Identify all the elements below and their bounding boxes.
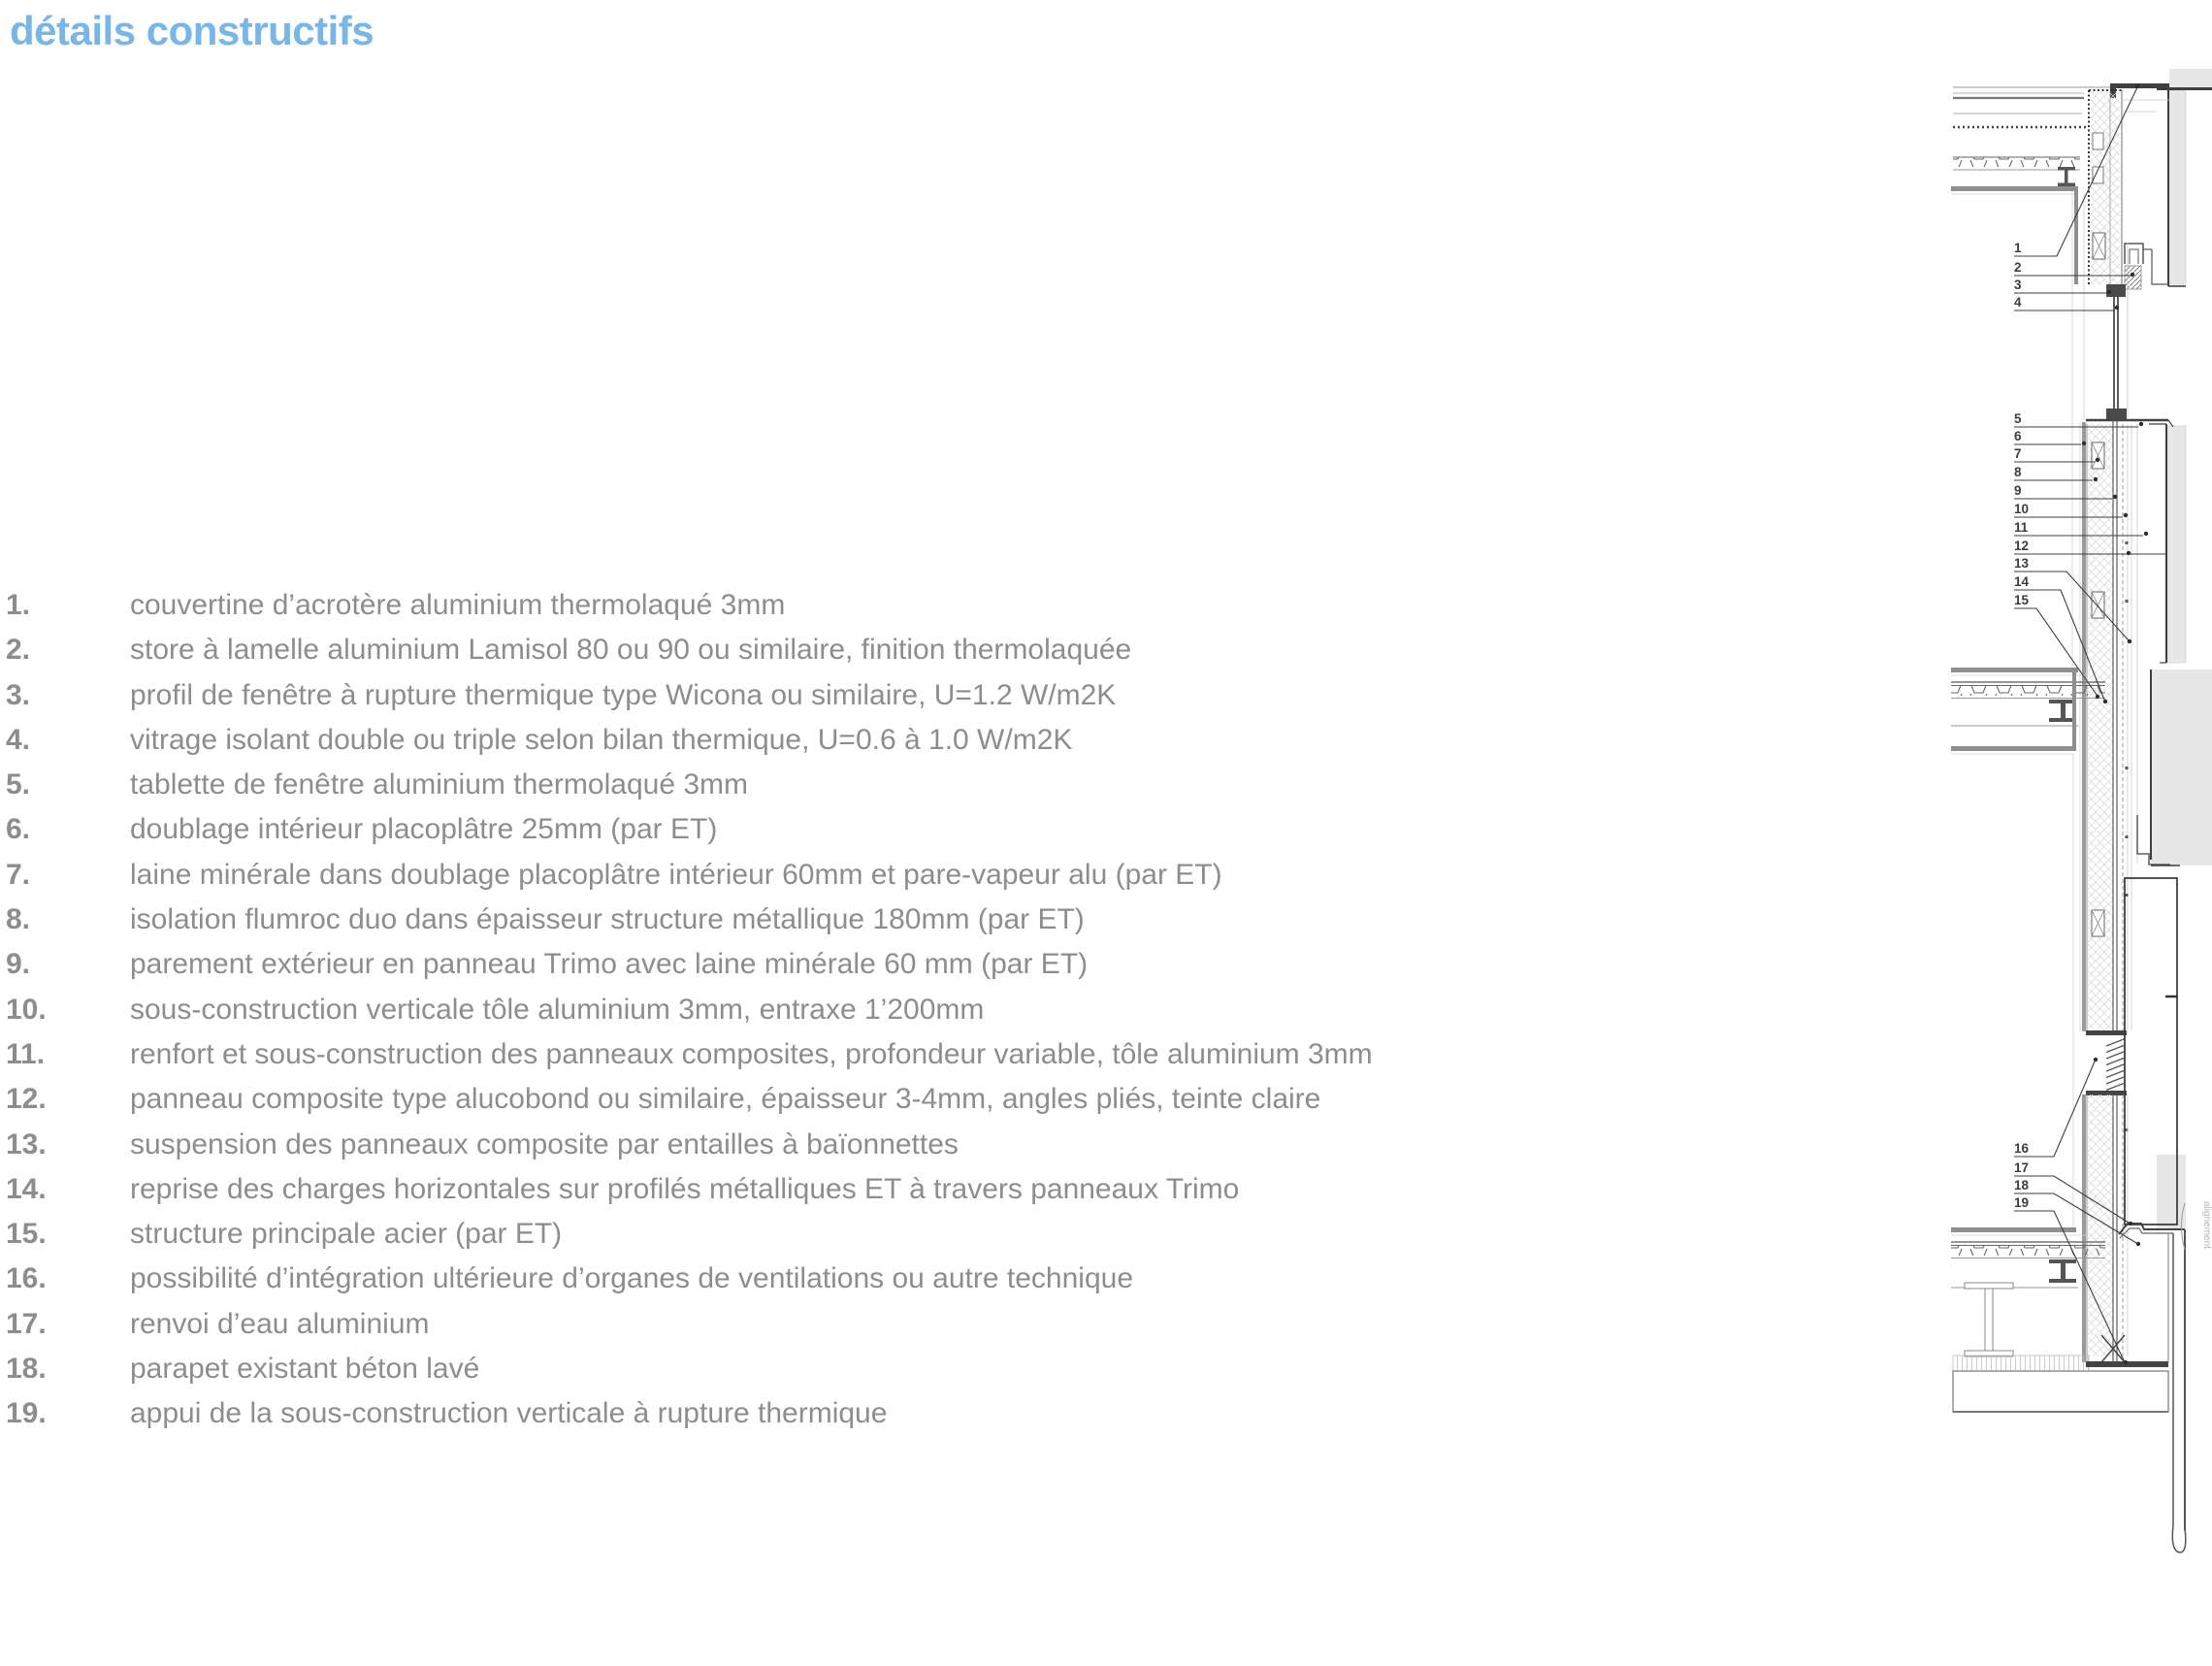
legend-item-text: vitrage isolant double ou triple selon bilan thermique, U=0.6 à 1.0 W/m2K: [130, 723, 1073, 756]
legend-item-number: 5.: [6, 768, 31, 801]
page-title: détails constructifs: [10, 8, 374, 53]
legend-item-text: sous-construction verticale tôle aluminium 3mm, entraxe 1’200mm: [130, 993, 985, 1026]
callout-number-18: 18: [2014, 1178, 2030, 1192]
legend-item-text: laine minérale dans doublage placoplâtre intérieur 60mm et pare-vapeur alu (par ET): [130, 858, 1222, 891]
callout-number-7: 7: [2014, 446, 2022, 461]
legend-item-text: possibilité d’intégration ultérieure d’organes de ventilations ou autre technique: [130, 1262, 1134, 1295]
legend-item: [6, 1077, 1373, 1122]
legend-item-number: 2.: [6, 634, 31, 667]
callout-dot-14: [2103, 700, 2107, 703]
legend-item: [6, 1123, 1373, 1167]
facade-wall-assembly: [2080, 420, 2137, 1131]
legend-item-number: 8.: [6, 903, 31, 936]
legend-item-text: couvertine d’acrotère aluminium thermolaqué 3mm: [130, 589, 786, 621]
callout-number-11: 11: [2014, 520, 2029, 535]
legend-item-number: 6.: [6, 813, 31, 846]
legend-item-text: doublage intérieur placoplâtre 25mm (par ET): [130, 813, 718, 846]
callout-number-5: 5: [2014, 411, 2022, 426]
legend-item-number: 17.: [6, 1307, 47, 1340]
facade-wall-lower: [2082, 1094, 2128, 1362]
callout-dot-15: [2096, 695, 2099, 699]
roof-buildup: [1951, 87, 2110, 284]
callout-number-19: 19: [2014, 1195, 2030, 1210]
legend-item-text: reprise des charges horizontales sur profilés métalliques ET à travers panneaux Trimo: [130, 1172, 1240, 1205]
alignment-annotation: [2182, 1201, 2212, 1250]
callout-number-14: 14: [2014, 574, 2030, 589]
legend-item-number: 9.: [6, 948, 31, 981]
callout-dot-13: [2128, 639, 2131, 643]
legend-item-number: 4.: [6, 723, 31, 756]
section-detail-svg: [1950, 58, 2212, 1611]
callout-dot-10: [2124, 513, 2128, 517]
callout-dot-17: [2129, 1222, 2132, 1225]
callout-dot-16: [2094, 1058, 2098, 1062]
legend-item-text: tablette de fenêtre aluminium thermolaqué 3mm: [130, 768, 749, 801]
callout-number-1: 1: [2014, 241, 2022, 255]
callout-number-2: 2: [2014, 260, 2022, 275]
callout-number-6: 6: [2014, 429, 2022, 443]
callout-number-10: 10: [2014, 502, 2030, 516]
legend-item-number: 1.: [6, 589, 31, 621]
legend-item-text: renfort et sous-construction des panneaux composites, profondeur variable, tôle aluminium 3mm: [130, 1037, 1373, 1070]
callout-number-12: 12: [2014, 539, 2030, 553]
callout-number-4: 4: [2014, 295, 2022, 310]
legend-item-text: profil de fenêtre à rupture thermique type Wicona ou similaire, U=1.2 W/m2K: [130, 678, 1117, 711]
legend-item-text: parement extérieur en panneau Trimo avec laine minérale 60 mm (par ET): [130, 948, 1089, 981]
legend-item-number: 14.: [6, 1172, 47, 1205]
callout-dot-8: [2094, 477, 2098, 481]
legend-item: [6, 1257, 1373, 1301]
legend-item-number: 12.: [6, 1083, 47, 1116]
callout-dot-2: [2131, 273, 2134, 277]
legend-item: [6, 1347, 1373, 1391]
existing-building-fill: [2151, 69, 2212, 1228]
legend-item: [6, 988, 1373, 1032]
legend-item-number: 15.: [6, 1218, 47, 1251]
legend-item-number: 3.: [6, 678, 31, 711]
callout-number-16: 16: [2014, 1141, 2030, 1156]
legend-item: [6, 1391, 1373, 1436]
legend-item-text: renvoi d’eau aluminium: [130, 1307, 430, 1340]
floor-slab-2: [1951, 1227, 2168, 1412]
legend-item-number: 10.: [6, 993, 47, 1026]
blind-housing: [2125, 243, 2143, 417]
callout-number-13: 13: [2014, 556, 2030, 571]
legend-item-text: store à lamelle aluminium Lamisol 80 ou 90 ou similaire, finition thermolaquée: [130, 634, 1132, 667]
legend-item: [6, 807, 1373, 852]
alignment-label: alignement: [2201, 1201, 2212, 1249]
legend-item: [6, 1167, 1373, 1212]
legend-item: [6, 583, 1373, 628]
construction-legend: [6, 583, 1373, 1437]
callout-dot-19: [2124, 1360, 2128, 1364]
parapet-acroter: [2089, 83, 2212, 286]
callout-dot-3: [2107, 290, 2111, 294]
legend-item-text: structure principale acier (par ET): [130, 1218, 563, 1251]
legend-item-text: parapet existant béton lavé: [130, 1353, 480, 1386]
legend-item-number: 13.: [6, 1127, 47, 1160]
legend-item-number: 7.: [6, 858, 31, 891]
callout-dot-18: [2136, 1242, 2140, 1246]
legend-item-text: suspension des panneaux composite par entailles à baïonnettes: [130, 1127, 959, 1160]
legend-item: [6, 1302, 1373, 1347]
legend-item-number: 11.: [6, 1037, 46, 1070]
legend-item-text: appui de la sous-construction verticale à rupture thermique: [130, 1397, 888, 1430]
legend-item: [6, 628, 1373, 672]
legend-item-text: isolation flumroc duo dans épaisseur structure métallique 180mm (par ET): [130, 903, 1085, 936]
legend-item: [6, 673, 1373, 718]
legend-item: [6, 898, 1373, 942]
legend-item: [6, 853, 1373, 898]
callout-dot-1: [2135, 84, 2139, 88]
callout-dot-9: [2113, 495, 2117, 499]
legend-item-number: 18.: [6, 1353, 47, 1386]
callout-number-8: 8: [2014, 465, 2022, 479]
callout-dot-5: [2139, 422, 2143, 426]
callout-number-15: 15: [2014, 593, 2030, 607]
callout-number-9: 9: [2014, 483, 2022, 498]
callout-dot-7: [2096, 458, 2099, 462]
ventilation-louvre: [2080, 1030, 2127, 1095]
legend-item: [6, 1032, 1373, 1077]
callout-dot-4: [2115, 306, 2119, 310]
callout-number-3: 3: [2014, 278, 2022, 292]
callout-dot-11: [2144, 532, 2148, 536]
callout-dot-6: [2082, 441, 2086, 445]
legend-item: [6, 763, 1373, 807]
callout-dot-12: [2127, 551, 2131, 555]
legend-item: [6, 1212, 1373, 1257]
legend-item-text: panneau composite type alucobond ou similaire, épaisseur 3-4mm, angles pliés, teinte claire: [130, 1083, 1321, 1116]
legend-item: [6, 942, 1373, 987]
legend-item-number: 16.: [6, 1262, 47, 1295]
callout-number-17: 17: [2014, 1160, 2030, 1175]
legend-item: [6, 718, 1373, 763]
legend-item-number: 19.: [6, 1397, 47, 1430]
construction-detail-drawing: [1950, 58, 2212, 1611]
